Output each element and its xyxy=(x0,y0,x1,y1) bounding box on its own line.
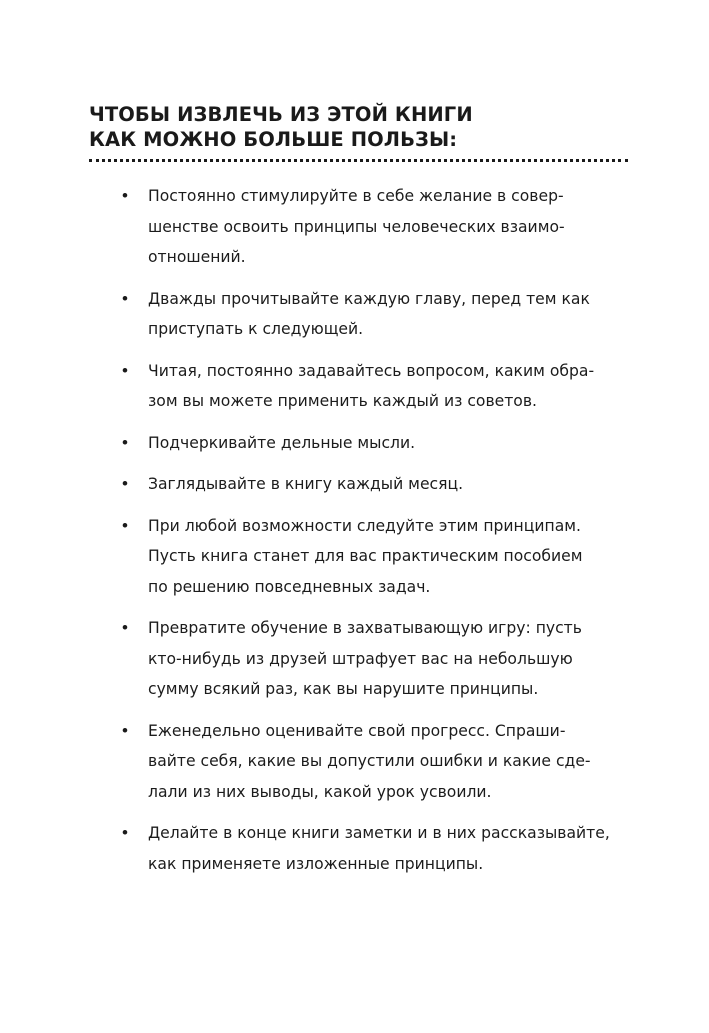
tip-line: лали из них выводы, какой урок усвоили. xyxy=(148,782,492,801)
tip-line: Заглядывайте в книгу каждый месяц. xyxy=(148,475,464,493)
tip-text xyxy=(148,428,630,459)
dotted-divider xyxy=(89,159,628,162)
bullet-icon: • xyxy=(122,432,128,452)
tip-line: шенстве освоить принципы человеческих взаимо- xyxy=(148,217,565,236)
tip-line: Постоянно стимулируйте в себе желание в совер- xyxy=(148,187,564,205)
tip-line: кто-нибудь из друзей штрафует вас на небольшую xyxy=(148,649,573,668)
page-heading xyxy=(89,102,629,152)
tip-line: Делайте в конце книги заметки и в них рассказывайте, xyxy=(148,824,610,842)
tip-line: При любой возможности следуйте этим принципам. xyxy=(148,516,581,535)
tip-text xyxy=(148,716,630,808)
list-item xyxy=(0,356,709,417)
list-item xyxy=(0,716,709,808)
tips-list xyxy=(0,181,709,890)
tip-text xyxy=(148,284,630,345)
tip-line: Превратите обучение в захватывающую игру: пусть xyxy=(148,619,582,637)
tip-text xyxy=(148,181,630,273)
heading-line-1: ЧТОБЫ ИЗВЛЕЧЬ ИЗ ЭТОЙ КНИГИ xyxy=(89,103,473,126)
tip-line: отношений. xyxy=(148,248,246,266)
heading-line-2: КАК МОЖНО БОЛЬШЕ ПОЛЬЗЫ: xyxy=(89,128,458,151)
bullet-icon: • xyxy=(122,823,128,842)
bullet-icon: • xyxy=(122,288,128,308)
bullet-icon: • xyxy=(122,474,128,493)
list-item xyxy=(0,284,709,345)
tip-line: Читая, постоянно задавайтесь вопросом, каким обра- xyxy=(148,361,595,380)
list-item xyxy=(0,469,709,500)
tip-text xyxy=(148,356,630,417)
tip-line: по решению повседневных задач. xyxy=(148,577,431,596)
tip-line: приступать к следующей. xyxy=(148,320,364,338)
tip-line: как применяете изложенные принципы. xyxy=(148,854,484,873)
list-item xyxy=(0,818,709,879)
list-item xyxy=(0,181,709,273)
tip-line: сумму всякий раз, как вы нарушите принципы. xyxy=(148,680,539,698)
tip-line: зом вы можете применить каждый из советов. xyxy=(148,392,537,410)
tip-text xyxy=(148,613,630,705)
list-item xyxy=(0,428,709,459)
tip-line: Дважды прочитывайте каждую главу, перед тем как xyxy=(148,289,590,308)
tip-line: Пусть книга станет для вас практическим пособием xyxy=(148,547,583,565)
list-item xyxy=(0,613,709,705)
tip-text xyxy=(148,511,630,603)
tip-line: Еженедельно оценивайте свой прогресс. Спраши- xyxy=(148,721,566,740)
bullet-icon: • xyxy=(122,618,128,637)
bullet-icon: • xyxy=(122,186,128,205)
tip-text xyxy=(148,469,630,500)
list-item xyxy=(0,511,709,603)
tip-line: вайте себя, какие вы допустили ошибки и какие сде- xyxy=(148,752,591,770)
bullet-icon: • xyxy=(122,515,128,535)
tip-line: Подчеркивайте дельные мысли. xyxy=(148,433,416,452)
tip-text xyxy=(148,818,630,879)
bullet-icon: • xyxy=(122,360,128,380)
bullet-icon: • xyxy=(122,720,128,740)
